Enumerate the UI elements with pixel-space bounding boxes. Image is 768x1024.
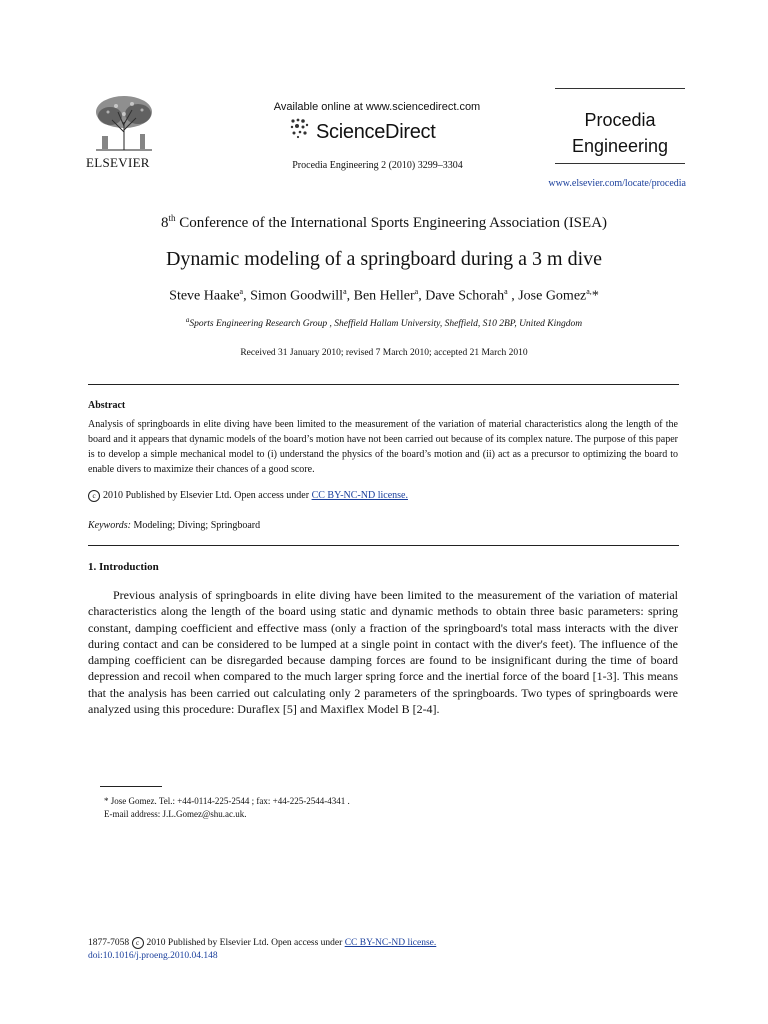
- author-affiliation-mark: a: [504, 287, 508, 296]
- elsevier-tree-logo: [88, 92, 160, 154]
- corresponding-author-footnote: * Jose Gomez. Tel.: +44-0114-225-2544 ; fax: +44-225-2544-4341 .: [104, 796, 350, 806]
- journal-name-line1: Procedia: [584, 110, 656, 130]
- available-online-text: Available online at www.sciencedirect.com: [273, 101, 481, 113]
- email-footnote: E-mail address: J.L.Gomez@shu.ac.uk.: [104, 809, 247, 819]
- journal-name: [555, 89, 685, 159]
- author-name: Steve Haake: [169, 288, 240, 304]
- abstract-body: Analysis of springboards in elite diving have been limited to the measurement of the variation of material characteristics along the length of the board and it appears that dynamic models of the board’s motion have not been carried out because of its complex nature. The purpose of this paper is to develop a simple mechanical model to (i) understand the physics of the board’s motion and (ii) act as a precursor to optimizing the board to enable divers to maximize their chances of a good score.: [88, 419, 678, 475]
- issn-copyright-line: [88, 937, 436, 949]
- license-link[interactable]: CC BY-NC-ND license.: [311, 490, 408, 501]
- open-access-text: Open access under: [271, 938, 343, 948]
- conference-number: 8: [160, 215, 169, 231]
- author-affiliation-mark: a,: [586, 287, 592, 296]
- keywords-list: Modeling; Diving; Springboard: [133, 520, 261, 531]
- abstract-heading: Abstract: [88, 400, 126, 411]
- journal-name-line2: Engineering: [571, 136, 669, 156]
- conference-line: [60, 213, 708, 232]
- author-separator: ,: [418, 288, 426, 304]
- footnote-divider: [100, 786, 162, 787]
- author-list: [40, 287, 728, 305]
- keywords: [88, 520, 260, 531]
- author-separator: ,: [507, 288, 519, 304]
- author-separator: ,: [243, 288, 251, 304]
- divider: [88, 384, 679, 385]
- abstract-copyright: [88, 490, 408, 502]
- author-affiliation-mark: a: [343, 287, 347, 296]
- author-affiliation-mark: a: [414, 287, 419, 296]
- received-dates: Received 31 January 2010; revised 7 March 2010; accepted 21 March 2010: [240, 348, 528, 358]
- sciencedirect-dots-icon: [289, 117, 309, 139]
- sciencedirect-wordmark: ScienceDirect: [316, 121, 436, 143]
- section-body: Previous analysis of springboards in elite diving have been limited to the measurement of the variation of material characteristics along the length of the board using static and dynamic methods to obtain three basic parameters: spring constant, damping coefficient and effective mass (only a fraction of the springboard's total mass interacts with the diver during contact and can be considered to be lumped at a single point in contact with the diver's feet). The influence of the damping coefficient can be disregarded because damping forces are found to be insignificant during the time of board depression and recoil when compared to the much larger spring force and the inertial force of the board [1-3]. This means that the analysis has been carried out calculating only 2 parameters of the springboards. Two types of springboards were analyzed using this procedure: Duraflex [5] and Maxiflex Model B [2-4].: [88, 588, 678, 717]
- issn: 1877-7058: [88, 938, 130, 948]
- doi-link[interactable]: doi:10.1016/j.proeng.2010.04.148: [88, 951, 218, 961]
- open-access-text: Open access under: [234, 490, 310, 501]
- copyright-text: 2010 Published by Elsevier Ltd.: [146, 938, 269, 948]
- author-name: Ben Heller: [353, 288, 415, 304]
- affiliation-text: Sports Engineering Research Group , Sheffield Hallam University, Sheffield, S10 2BP, United Kingdom: [189, 319, 583, 330]
- paper-title: Dynamic modeling of a springboard during a 3 m dive: [165, 248, 602, 270]
- author-name: Dave Schorah: [425, 288, 505, 304]
- journal-name-box: [555, 88, 685, 164]
- copyright-icon: c: [88, 490, 100, 502]
- divider: [88, 545, 679, 546]
- corresponding-author-mark: *: [591, 288, 599, 304]
- author-name: Jose Gomez: [518, 288, 587, 304]
- copyright-text: 2010 Published by Elsevier Ltd.: [103, 490, 232, 501]
- author-separator: ,: [346, 288, 354, 304]
- journal-url-link[interactable]: www.elsevier.com/locate/procedia: [548, 178, 686, 189]
- license-link[interactable]: CC BY-NC-ND license.: [344, 938, 437, 948]
- affiliation-mark: a: [185, 316, 190, 324]
- affiliation: [40, 316, 728, 329]
- author-name: Simon Goodwill: [250, 288, 344, 304]
- conference-ordinal: th: [168, 213, 176, 223]
- journal-citation: Procedia Engineering 2 (2010) 3299–3304: [292, 160, 463, 171]
- conference-name: Conference of the International Sports Engineering Association (ISEA): [175, 215, 608, 231]
- publisher-name: ELSEVIER: [86, 155, 150, 170]
- author-affiliation-mark: a: [239, 287, 244, 296]
- copyright-icon: c: [132, 937, 144, 949]
- section-heading: 1. Introduction: [88, 561, 159, 573]
- keywords-label: Keywords:: [88, 520, 131, 531]
